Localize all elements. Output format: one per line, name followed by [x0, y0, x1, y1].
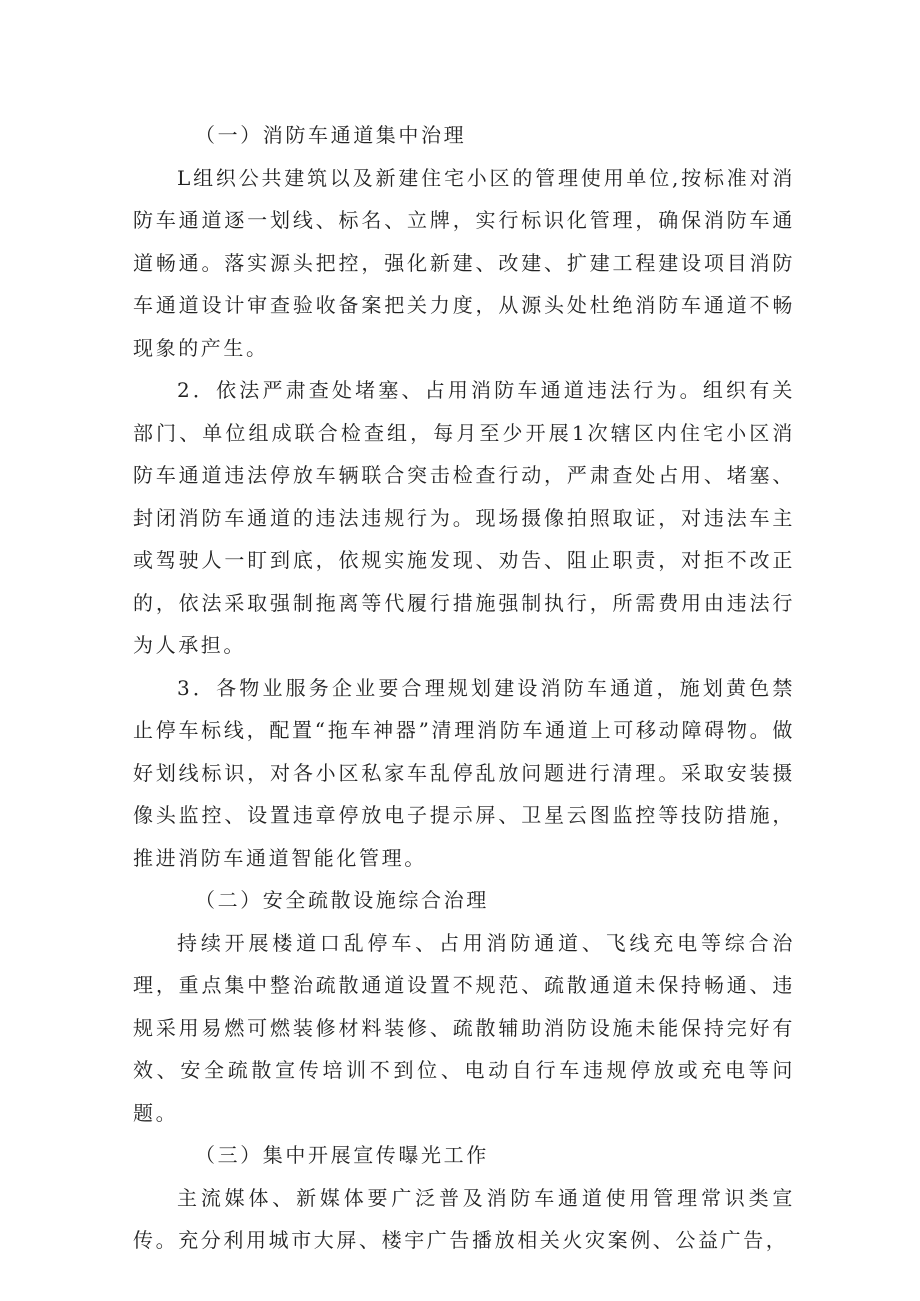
- document-body: [133, 114, 795, 1262]
- paragraph-item-2: 2．依法严肃查处堵塞、占用消防车通道违法行为。组织有关部门、单位组成联合检查组，每月至少开展1次辖区内住宅小区消防车通道违法停放车辆联合突击检查行动，严肃查处占用、堵塞、封闭消防车通道的违法违规行为。现场摄像拍照取证，对违法车主或驾驶人一盯到底，依规实施发现、劝告、阻止职责，对拒不改正的，依法采取强制拖离等代履行措施强制执行，所需费用由违法行为人承担。: [133, 378, 795, 657]
- paragraph-section-2: 持续开展楼道口乱停车、占用消防通道、飞线充电等综合治理，重点集中整治疏散通道设置不规范、疏散通道未保持畅通、违规采用易燃可燃装修材料装修、疏散辅助消防设施未能保持完好有效、安全疏散宣传培训不到位、电动自行车违规停放或充电等问题。: [133, 930, 795, 1125]
- section-heading-3: （三）集中开展宣传曝光工作: [195, 1143, 489, 1167]
- paragraph-item-1: L组织公共建筑以及新建住宅小区的管理使用单位,按标准对消防车通道逐一划线、标名、立牌，实行标识化管理，确保消防车通道畅通。落实源头把控，强化新建、改建、扩建工程建设项目消防车通道设计审查验收备案把关力度，从源头处杜绝消防车通道不畅现象的产生。: [133, 165, 795, 360]
- section-heading-1: （一）消防车通道集中治理: [195, 123, 467, 147]
- paragraph-section-3: 主流媒体、新媒体要广泛普及消防车通道使用管理常识类宣传。充分利用城市大屏、楼宇广告播放相关火灾案例、公益广告，: [133, 1185, 795, 1252]
- section-heading-2: （二）安全疏散设施综合治理: [195, 888, 489, 912]
- paragraph-item-3: 3．各物业服务企业要合理规划建设消防车通道，施划黄色禁止停车标线，配置“拖车神器”清理消防车通道上可移动障碍物。做好划线标识，对各小区私家车乱停乱放问题进行清理。采取安装摄像头监控、设置违章停放电子提示屏、卫星云图监控等技防措施，推进消防车通道智能化管理。: [133, 675, 795, 870]
